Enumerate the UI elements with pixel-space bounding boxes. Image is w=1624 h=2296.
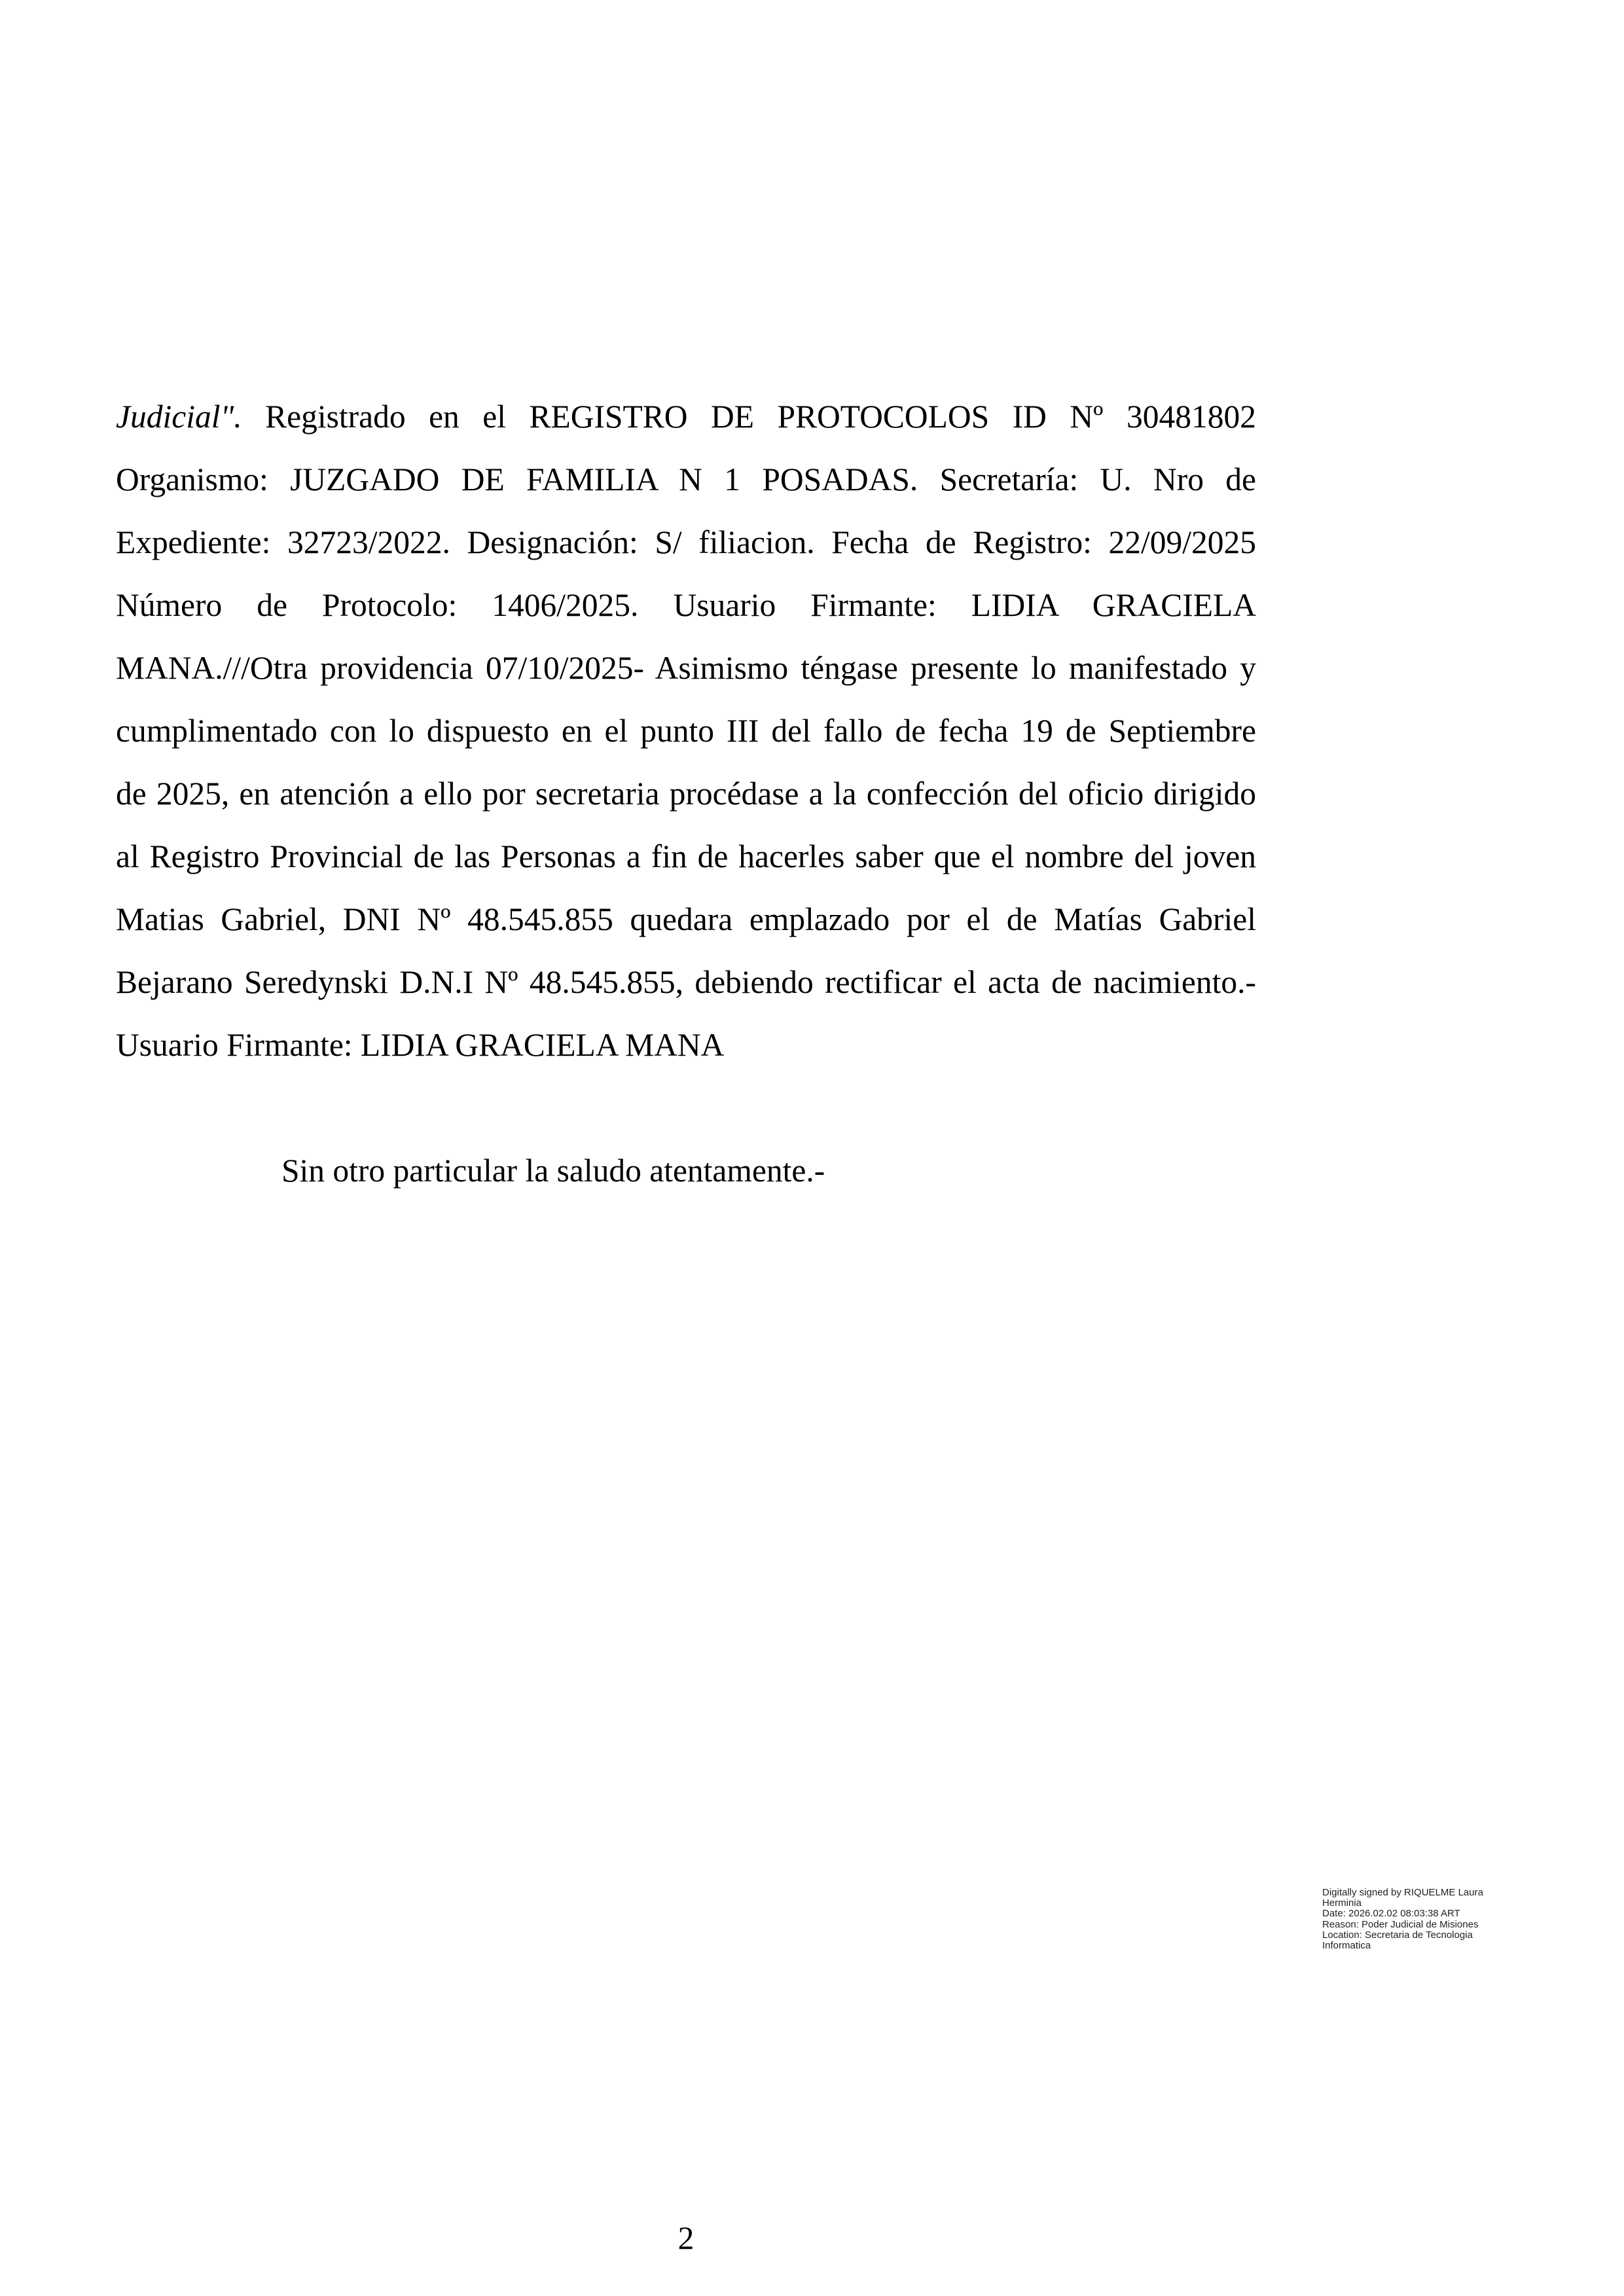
page-number: 2: [677, 2220, 695, 2256]
signature-date: Date: 2026.02.02 08:03:38 ART: [1322, 1908, 1460, 1920]
signature-location: Location: Secretaria de Tecnologia Informatica: [1322, 1929, 1473, 1952]
signature-reason: Reason: Poder Judicial de Misiones: [1322, 1918, 1479, 1930]
body-line-4: Número de Protocolo: 1406/2025. Usuario Firmante: LIDIA GRACIELA: [116, 587, 1256, 623]
body-line-10: Bejarano Seredynski D.N.I Nº 48.545.855, debiendo rectificar el acta de nacimiento.-: [116, 964, 1256, 1000]
body-line-1: [116, 386, 1256, 448]
closing-salutation: Sin otro particular la saludo atentamente.-: [281, 1153, 825, 1189]
case-reference-italic: Judicial".: [116, 399, 242, 435]
body-line-9: Matias Gabriel, DNI Nº 48.545.855 quedara emplazado por el de Matías Gabriel: [116, 901, 1256, 937]
body-line-3: Expediente: 32723/2022. Designación: S/ filiacion. Fecha de Registro: 22/09/2025: [116, 524, 1256, 560]
body-line-5: MANA.///Otra providencia 07/10/2025- Asimismo téngase presente lo manifestado y: [116, 650, 1256, 686]
digital-signature-stamp: [1322, 1888, 1500, 1951]
signature-signed-by: Digitally signed by RIQUELME Laura Herminia: [1322, 1887, 1483, 1909]
body-line-2: Organismo: JUZGADO DE FAMILIA N 1 POSADAS. Secretaría: U. Nro de: [116, 461, 1256, 497]
body-line-11-signer: Usuario Firmante: LIDIA GRACIELA MANA: [116, 1027, 725, 1063]
letter-body: [116, 386, 1256, 1202]
body-line-6: cumplimentado con lo dispuesto en el punto III del fallo de fecha 19 de Septiembre: [116, 713, 1256, 749]
body-line-8: al Registro Provincial de las Personas a fin de hacerles saber que el nombre del joven: [116, 838, 1256, 874]
body-line-7: de 2025, en atención a ello por secretaria procédase a la confección del oficio dirigido: [116, 776, 1256, 812]
body-line-1-text: Registrado en el REGISTRO DE PROTOCOLOS ID Nº 30481802: [242, 399, 1256, 435]
